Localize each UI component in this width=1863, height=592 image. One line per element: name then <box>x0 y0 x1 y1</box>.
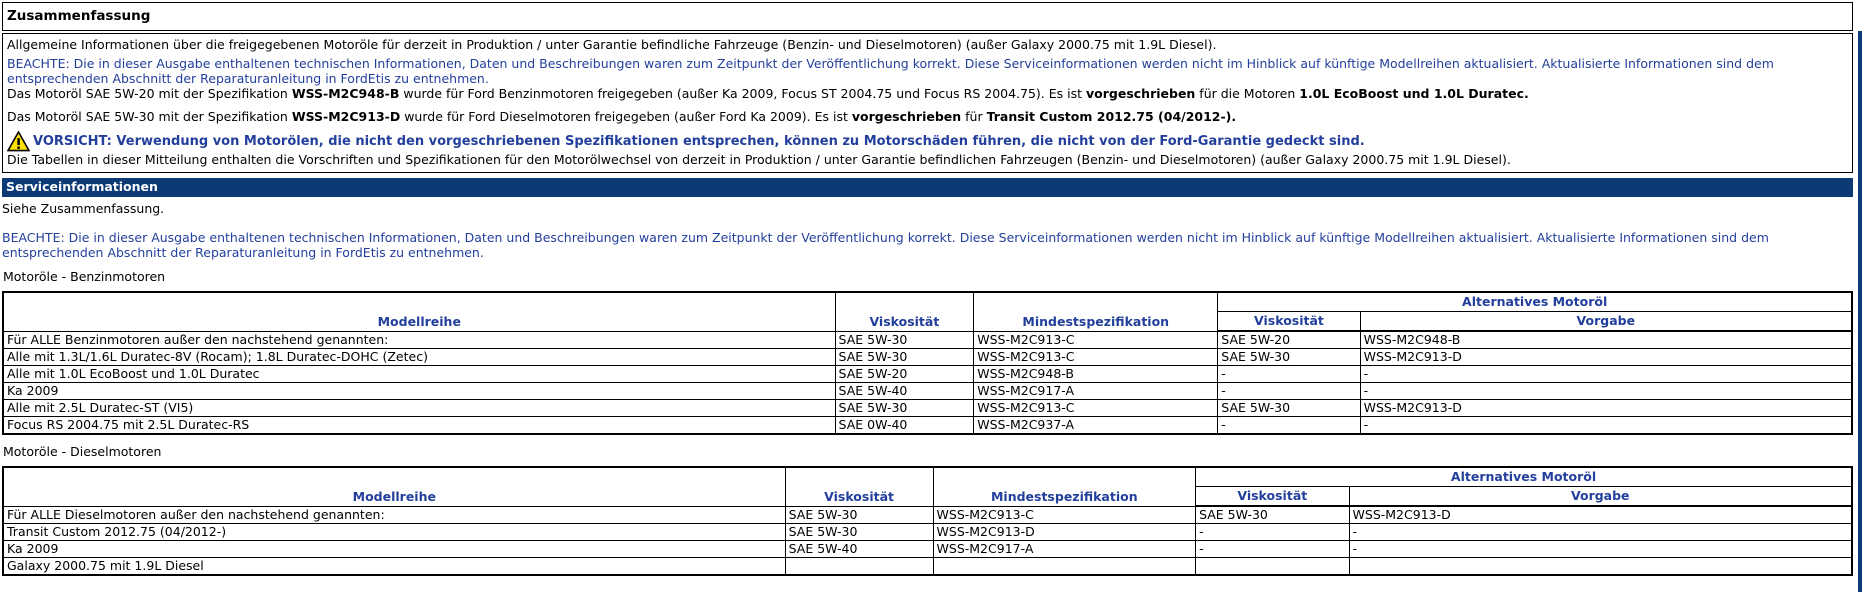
cell-alt-viscosity: SAE 5W-20 <box>1218 331 1360 349</box>
section-title: Serviceinformationen <box>6 179 158 194</box>
cell-alt-viscosity: SAE 5W-30 <box>1196 506 1349 524</box>
col-header-mindestspezifikation: Mindestspezifikation <box>974 292 1218 331</box>
model-name: Transit Custom 2012.75 (04/2012-). <box>986 109 1237 124</box>
cell-viscosity: SAE 5W-30 <box>785 506 933 524</box>
cell-viscosity: SAE 0W-40 <box>835 417 974 435</box>
table-row <box>3 524 1852 541</box>
warning-icon <box>7 131 30 152</box>
text-segment: wurde für Ford Benzinmotoren freigegeben (außer Ka 2009, Focus ST 2004.75 und Focus RS 2004.75). Es ist <box>399 86 1086 101</box>
table-row <box>3 506 1852 524</box>
cell-min-spec <box>933 558 1196 576</box>
table-row <box>3 383 1852 400</box>
cell-model: Galaxy 2000.75 mit 1.9L Diesel <box>3 558 785 576</box>
col-header-vorgabe: Vorgabe <box>1349 487 1852 507</box>
oil-5w20-paragraph <box>7 86 1848 101</box>
text-segment: wurde für Ford Dieselmotoren freigegeben (außer Ford Ka 2009). Es ist <box>400 109 852 124</box>
cell-model: Transit Custom 2012.75 (04/2012-) <box>3 524 785 541</box>
cell-alt-viscosity: - <box>1218 366 1360 383</box>
cell-model: Focus RS 2004.75 mit 2.5L Duratec-RS <box>3 417 835 435</box>
text-segment: Das Motoröl SAE 5W-30 mit der Spezifikation <box>7 109 292 124</box>
cell-viscosity: SAE 5W-30 <box>785 524 933 541</box>
warning-text: VORSICHT: Verwendung von Motorölen, die nicht den vorgeschriebenen Spezifikationen entsprechen, können zu Motorschäden führen, die nicht von der Ford-Garantie gedeckt sind. <box>33 134 1365 149</box>
cell-min-spec: WSS-M2C913-C <box>974 400 1218 417</box>
cell-model: Für ALLE Dieselmotoren außer den nachstehend genannten: <box>3 506 785 524</box>
table-row <box>3 558 1852 576</box>
cell-alt-spec: - <box>1360 383 1852 400</box>
cell-viscosity: SAE 5W-30 <box>835 331 974 349</box>
cell-alt-spec: WSS-M2C913-D <box>1360 349 1852 366</box>
table-row <box>3 400 1852 417</box>
diesel-table <box>2 466 1853 576</box>
cell-viscosity <box>785 558 933 576</box>
tables-note: Die Tabellen in dieser Mitteilung enthalten die Vorschriften und Spezifikationen für den Motorölwechsel von derzeit in Produktion / unter Garantie befindlichen Fahrzeugen (Benzin- und Dieselmotoren) (außer Galaxy 2000.75 mit 1.9L Diesel). <box>7 152 1511 167</box>
benzin-table <box>2 291 1853 435</box>
cell-alt-spec: WSS-M2C913-D <box>1349 506 1852 524</box>
col-header-viskositaet: Viskosität <box>785 467 933 506</box>
cell-alt-spec: - <box>1349 541 1852 558</box>
cell-alt-viscosity: - <box>1218 417 1360 435</box>
oil-5w30-paragraph <box>7 109 1848 124</box>
cell-viscosity: SAE 5W-20 <box>835 366 974 383</box>
cell-alt-viscosity: - <box>1196 524 1349 541</box>
text-segment: für <box>961 109 987 124</box>
cell-alt-spec: WSS-M2C948-B <box>1360 331 1852 349</box>
summary-content <box>2 33 1853 173</box>
warning-row <box>7 131 1848 152</box>
cell-min-spec: WSS-M2C917-A <box>933 541 1196 558</box>
spec-code: WSS-M2C948-B <box>291 86 400 101</box>
cell-viscosity: SAE 5W-30 <box>835 400 974 417</box>
cell-alt-spec: - <box>1360 366 1852 383</box>
cell-alt-viscosity: SAE 5W-30 <box>1218 349 1360 366</box>
col-header-alt-viskositaet: Viskosität <box>1196 487 1349 507</box>
cell-viscosity: SAE 5W-40 <box>835 383 974 400</box>
spacer <box>2 216 1853 230</box>
cell-min-spec: WSS-M2C937-A <box>974 417 1218 435</box>
emphasis: vorgeschrieben <box>851 109 962 124</box>
cell-model: Alle mit 1.3L/1.6L Duratec-8V (Rocam); 1.8L Duratec-DOHC (Zetec) <box>3 349 835 366</box>
cell-min-spec: WSS-M2C913-C <box>933 506 1196 524</box>
engine-list: 1.0L EcoBoost und 1.0L Duratec. <box>1299 86 1529 101</box>
cell-model: Für ALLE Benzinmotoren außer den nachstehend genannten: <box>3 331 835 349</box>
cell-alt-viscosity: - <box>1196 541 1349 558</box>
col-header-mindestspezifikation: Mindestspezifikation <box>933 467 1196 506</box>
cell-min-spec: WSS-M2C917-A <box>974 383 1218 400</box>
service-beachte-note: BEACHTE: Die in dieser Ausgabe enthaltenen technischen Informationen, Daten und Beschreibungen waren zum Zeitpunkt der Veröffentlichung korrekt. Diese Serviceinformationen werden nicht im Hinblick auf künftige Modellreihen aktualisiert. Aktualisierte Informationen sind dem entsprechenden Abschnitt der Reparaturanleitung in FordEtis zu entnehmen. <box>2 230 1769 260</box>
cell-model: Alle mit 1.0L EcoBoost und 1.0L Duratec <box>3 366 835 383</box>
cell-viscosity: SAE 5W-30 <box>835 349 974 366</box>
summary-beachte-note: BEACHTE: Die in dieser Ausgabe enthaltenen technischen Informationen, Daten und Beschreibungen waren zum Zeitpunkt der Veröffentlichung korrekt. Diese Serviceinformationen werden nicht im Hinblick auf künftige Modellreihen aktualisiert. Aktualisierte Informationen sind dem entsprechenden Abschnitt der Reparaturanleitung in FordEtis zu entnehmen. <box>7 56 1774 86</box>
text-segment: für die Motoren <box>1195 86 1300 101</box>
section-header-serviceinformationen <box>2 178 1853 197</box>
cell-alt-spec: WSS-M2C913-D <box>1360 400 1852 417</box>
cell-model: Ka 2009 <box>3 541 785 558</box>
col-header-modellreihe: Modellreihe <box>3 467 785 506</box>
col-header-alternatives-motoroel: Alternatives Motoröl <box>1196 467 1852 487</box>
cell-alt-viscosity: SAE 5W-30 <box>1218 400 1360 417</box>
cell-min-spec: WSS-M2C948-B <box>974 366 1218 383</box>
cell-model: Alle mit 2.5L Duratec-ST (VI5) <box>3 400 835 417</box>
cell-alt-spec: - <box>1349 524 1852 541</box>
col-header-alt-viskositaet: Viskosität <box>1218 312 1360 332</box>
table-row <box>3 366 1852 383</box>
table-row <box>3 417 1852 435</box>
cell-viscosity: SAE 5W-40 <box>785 541 933 558</box>
col-header-vorgabe: Vorgabe <box>1360 312 1852 332</box>
text-segment: Das Motoröl SAE 5W-20 mit der Spezifikation <box>7 86 292 101</box>
cell-alt-spec: - <box>1360 417 1852 435</box>
section-title: Zusammenfassung <box>7 8 151 24</box>
cell-min-spec: WSS-M2C913-C <box>974 331 1218 349</box>
spec-code: WSS-M2C913-D <box>291 109 401 124</box>
cell-alt-spec <box>1349 558 1852 576</box>
col-header-alternatives-motoroel: Alternatives Motoröl <box>1218 292 1852 312</box>
diesel-table-label: Motoröle - Dieselmotoren <box>3 444 162 459</box>
table-row <box>3 541 1852 558</box>
table-row <box>3 331 1852 349</box>
cell-alt-viscosity <box>1196 558 1349 576</box>
emphasis: vorgeschrieben <box>1086 86 1196 101</box>
cell-min-spec: WSS-M2C913-C <box>974 349 1218 366</box>
summary-intro: Allgemeine Informationen über die freigegebenen Motoröle für derzeit in Produktion / unter Garantie befindliche Fahrzeuge (Benzin- und Dieselmotoren) (außer Galaxy 2000.75 mit 1.9L Diesel). <box>7 37 1217 52</box>
cell-min-spec: WSS-M2C913-D <box>933 524 1196 541</box>
document-body <box>2 2 1853 576</box>
col-header-viskositaet: Viskosität <box>835 292 974 331</box>
vertical-scrollbar[interactable] <box>1858 31 1862 592</box>
section-header-zusammenfassung <box>2 2 1853 31</box>
table-row <box>3 349 1852 366</box>
benzin-table-label: Motoröle - Benzinmotoren <box>3 269 166 284</box>
service-see-summary: Siehe Zusammenfassung. <box>2 201 165 216</box>
col-header-modellreihe: Modellreihe <box>3 292 835 331</box>
cell-model: Ka 2009 <box>3 383 835 400</box>
cell-alt-viscosity: - <box>1218 383 1360 400</box>
